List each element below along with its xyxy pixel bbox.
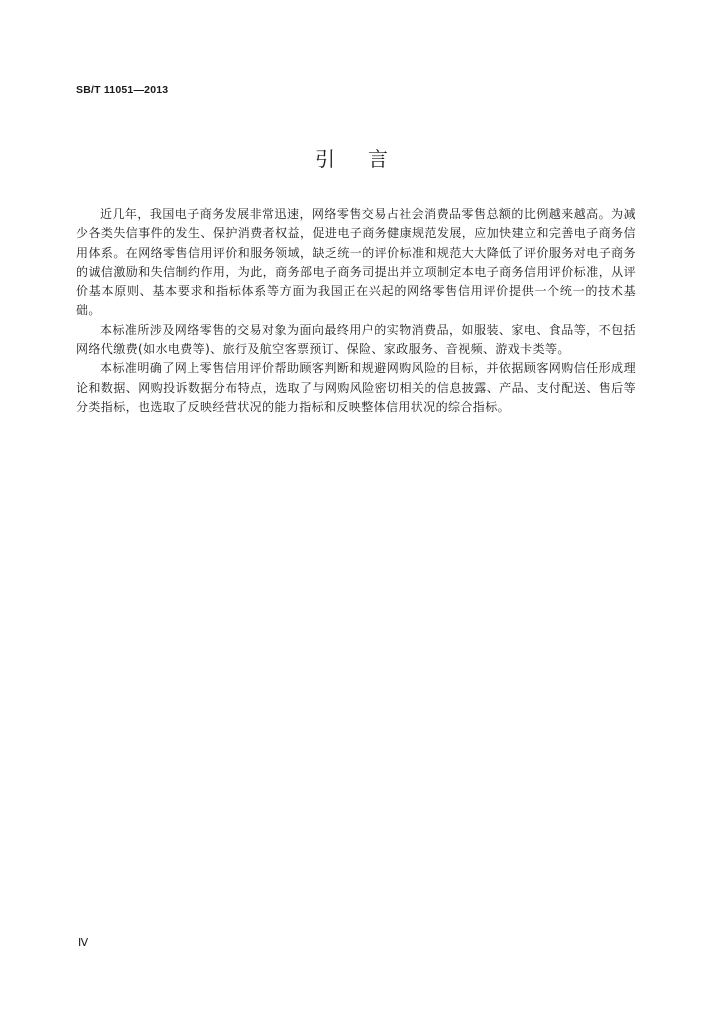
paragraph-2: 本标准所涉及网络零售的交易对象为面向最终用户的实物消费品，如服装、家电、食品等，不包括网络代缴费(如水电费等)、旅行及航空客票预订、保险、家政服务、音视频、游戏卡类等。 xyxy=(76,322,636,357)
standard-number: SB/T 11051—2013 xyxy=(76,84,169,96)
paragraph-1: 近几年，我国电子商务发展非常迅速，网络零售交易占社会消费品零售总额的比例越来越高。为减少各类失信事件的发生、保护消费者权益，促进电子商务健康规范发展，应加快建立和完善电子商务信用体系。在网络零售信用评价和服务领域，缺乏统一的评价标准和规范大大降低了评价服务对电子商务的诚信激励和失信制约作用，为此，商务部电子商务司提出并立项制定本电子商务信用评价标准，从评价基本原则、基本要求和指标体系等方面为我国正在兴起的网络零售信用评价提供一个统一的技术基础。 xyxy=(76,207,636,318)
page-number: Ⅳ xyxy=(78,937,89,949)
introduction-body xyxy=(76,205,636,417)
page-title: 引言 xyxy=(315,147,421,171)
paragraph-3: 本标准明确了网上零售信用评价帮助顾客判断和规避网购风险的目标，并依据顾客网购信任形成理论和数据、网购投诉数据分布特点，选取了与网购风险密切相关的信息披露、产品、支付配送、售后等分类指标，也选取了反映经营状况的能力指标和反映整体信用状况的综合指标。 xyxy=(76,361,636,414)
